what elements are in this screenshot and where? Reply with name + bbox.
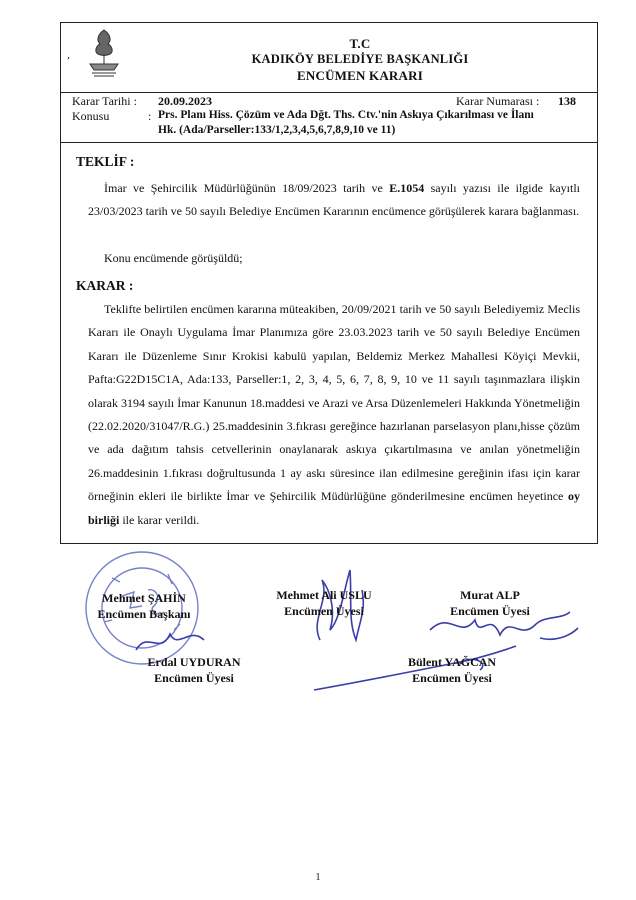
signature-block-uyduran bbox=[124, 654, 264, 686]
signatory-name: Mehmet ŞAHİN bbox=[102, 591, 186, 605]
karar-heading: KARAR : bbox=[76, 278, 134, 293]
decision-date-label: Karar Tarihi : bbox=[72, 94, 137, 108]
karar-unanimous: oy birliği bbox=[88, 489, 580, 527]
karar-text-b: ile karar verildi. bbox=[119, 512, 200, 527]
signature-block-yagcan bbox=[382, 654, 522, 686]
signatory-name: Bülent YAĞCAN bbox=[407, 655, 497, 669]
header-doc-type: ENCÜMEN KARARI bbox=[297, 68, 423, 83]
signatory-name: Mehmet Ali USLU bbox=[276, 588, 372, 602]
signature-block-sahin bbox=[74, 590, 214, 622]
header-divider bbox=[60, 92, 598, 93]
signatory-title: Encümen Başkanı bbox=[97, 607, 191, 621]
subject-line-1: Prs. Planı Hiss. Çözüm ve Ada Dğt. Ths. Ctv.'nin Askıya Çıkarılması ve İlanı bbox=[158, 109, 534, 121]
signatory-title: Encümen Üyesi bbox=[284, 604, 364, 618]
subject-line-2: Hk. (Ada/Parseller:133/1,2,3,4,5,6,7,8,9,10 ve 11) bbox=[158, 124, 396, 136]
teklif-heading: TEKLİF : bbox=[76, 154, 135, 169]
page-number: 1 bbox=[315, 872, 321, 883]
teklif-text-b: sayılı yazısı ile ilgide kayıtlı 23/03/2023 tarih ve 50 sayılı Belediye Encümen Kararının encümence görüşülerek karara bağlanması. bbox=[88, 181, 580, 219]
municipality-logo bbox=[84, 26, 124, 78]
teklif-text-a: İmar ve Şehircilik Müdürlüğünün 18/09/2023 tarih ve bbox=[104, 181, 390, 195]
signature-block-alp bbox=[420, 587, 560, 619]
decision-date-value: 20.09.2023 bbox=[158, 94, 212, 108]
signatory-name: Murat ALP bbox=[460, 588, 520, 602]
signatory-title: Encümen Üyesi bbox=[450, 604, 530, 618]
karar-text-a: Teklifte belirtilen encümen kararına müteakiben, 20/09/2021 tarih ve 50 sayılı Belediyemiz Meclis Kararı ile Onaylı Uygulama İmar Planımıza göre 23.03.2023 tarih ve 50 sayılı Belediye Encümen Kararı ile Düzenleme Sınır Krokisi kabulü yapılan, Beldemiz Merkez Mahallesi Köyiçi Mevkii, Pafta:G22D15C1A, Ada:133, Parseller:1, 2, 3, 4, 5, 6, 7, 8, 9, 10 ve 11 sayılı taşınmazlara ilişkin olarak 3194 sayılı İmar Kanunun 18.maddesi ve Arazi ve Arsa Düzenlemeleri Hakkında Yönetmeliğin (22.02.2020/31047/R.G.) 25.maddesinin 3.fıkrası gereğince hazırlanan parselasyon planı,hisse çözüm ve ada dağıtım tahsis cetvellerinin onaylanarak askıya çıkartılmasına ve anılan yönetmeliğin 26.maddesinin 1.fıkrası doğrultusunda 1 ay askı süresince ilan edilmesine gereğinin ifası için karar örneğinin ekleri ile birlikte İmar ve Şehircilik Müdürlüğüne gönderilmesine encümen heyetince bbox=[88, 302, 580, 504]
teklif-paragraph bbox=[88, 177, 580, 224]
meta-divider bbox=[60, 142, 598, 143]
margin-mark: , bbox=[67, 50, 71, 61]
decision-number-label: Karar Numarası : bbox=[456, 94, 540, 108]
teklif-discussed: Konu encümende görüşüldü; bbox=[104, 251, 243, 265]
signature-block-uslu bbox=[254, 587, 394, 619]
subject-label: Konusu bbox=[72, 109, 110, 123]
header-tc: T.C bbox=[349, 36, 371, 51]
karar-paragraph bbox=[88, 298, 580, 532]
signatory-name: Erdal UYDURAN bbox=[147, 655, 241, 669]
teklif-ref-number: E.1054 bbox=[389, 181, 425, 195]
header-institution: KADIKÖY BELEDİYE BAŞKANLIĞI bbox=[251, 52, 469, 66]
decision-number-value: 138 bbox=[558, 94, 576, 108]
signatory-title: Encümen Üyesi bbox=[154, 671, 234, 685]
signatory-title: Encümen Üyesi bbox=[412, 671, 492, 685]
subject-colon: : bbox=[148, 109, 152, 123]
